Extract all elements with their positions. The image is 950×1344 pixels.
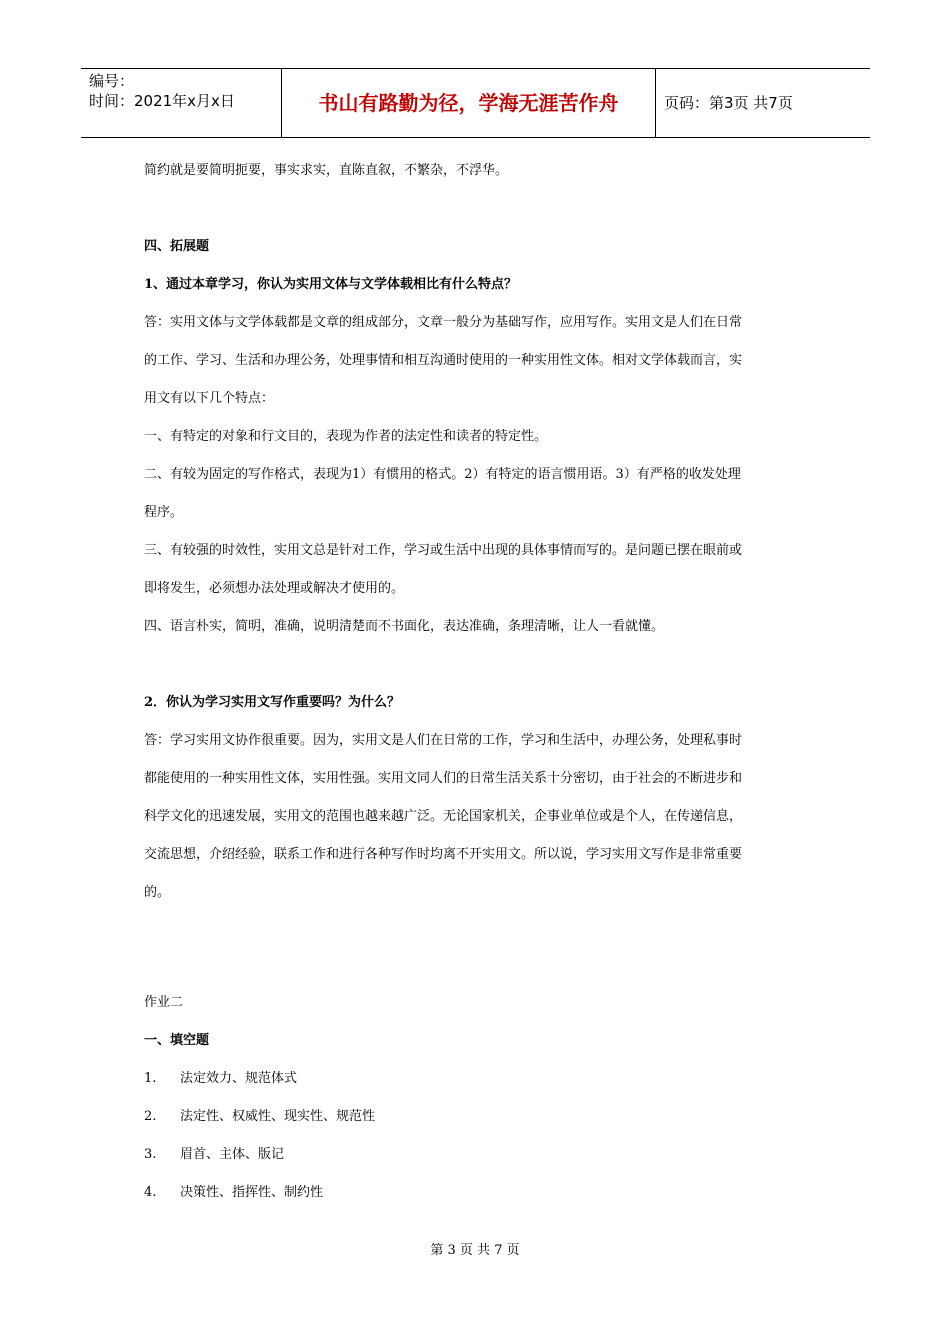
fill-item-text: 法定效力、规范体式 (180, 1071, 298, 1086)
answer-1-point: 二、有较为固定的写作格式，表现为1）有惯用的格式。2）有特定的语言惯用语。3）有严格的收发处理 (144, 467, 741, 482)
answer-2-line: 交流思想，介绍经验，联系工作和进行各种写作时均离不开实用文。所以说，学习实用文写作是非常重要 (144, 847, 743, 862)
answer-1-point: 程序。 (144, 505, 184, 520)
page-footer: 第 3 页 共 7 页 (430, 1243, 520, 1258)
page-header (81, 68, 870, 138)
question-1: 1、通过本章学习，你认为实用文体与文学体载相比有什么特点？ (144, 277, 518, 292)
fill-item (144, 1098, 375, 1135)
question-2: 2．你认为学习实用文写作重要吗？为什么？ (144, 695, 401, 710)
answer-2-line: 科学文化的迅速发展，实用文的范围也越来越广泛。无论国家机关，企事业单位或是个人，在传递信息， (144, 809, 743, 824)
answer-1-point: 四、语言朴实，简明，准确，说明清楚而不书面化，表达准确，条理清晰，让人一看就懂。 (144, 619, 665, 634)
header-meta (81, 69, 282, 137)
answer-1-point: 三、有较强的时效性，实用文总是针对工作，学习或生活中出现的具体事情而写的。是问题已摆在眼前或 (144, 543, 743, 558)
header-motto: 书山有路勤为径，学海无涯苦作舟 (282, 69, 656, 137)
answer-2-line: 都能使用的一种实用性文体，实用性强。实用文同人们的日常生活关系十分密切，由于社会的不断进步和 (144, 771, 743, 786)
fill-blank-title: 一、填空题 (144, 1033, 210, 1048)
fill-item (144, 1060, 297, 1097)
answer-2-line: 的。 (144, 885, 171, 900)
fill-item-text: 法定性、权威性、现实性、规范性 (180, 1109, 376, 1124)
fill-item-text: 眉首、主体、版记 (180, 1147, 285, 1162)
homework-2-title: 作业二 (144, 995, 184, 1010)
answer-1-line: 用文有以下几个特点： (144, 391, 275, 406)
fill-item-number: 1. (144, 1071, 157, 1086)
fill-item-number: 2. (144, 1109, 157, 1124)
doc-number-label: 编号： (89, 72, 135, 90)
fill-item (144, 1174, 323, 1211)
doc-date-label: 时间：2021年x月x日 (89, 92, 235, 110)
fill-item-number: 4. (144, 1185, 157, 1200)
answer-1-point: 一、有特定的对象和行文目的，表现为作者的法定性和读者的特定性。 (144, 429, 548, 444)
intro-paragraph: 简约就是要简明扼要，事实求实，直陈直叙，不繁杂，不浮华。 (144, 163, 509, 178)
fill-item (144, 1136, 284, 1173)
answer-1-line: 的工作、学习、生活和办理公务，处理事情和相互沟通时使用的一种实用性文体。相对文学体载而言，实 (144, 353, 743, 368)
fill-item-text: 决策性、指挥性、制约性 (180, 1185, 324, 1200)
header-page-info: 页码：第3页 共7页 (664, 94, 793, 112)
section-title-extension: 四、拓展题 (144, 239, 210, 254)
answer-1-point: 即将发生，必须想办法处理或解决才使用的。 (144, 581, 405, 596)
answer-1-line: 答：实用文体与文学体载都是文章的组成部分，文章一般分为基础写作，应用写作。实用文是人们在日常 (144, 315, 743, 330)
answer-2-line: 答：学习实用文协作很重要。因为，实用文是人们在日常的工作，学习和生活中，办理公务，处理私事时 (144, 733, 743, 748)
fill-item-number: 3. (144, 1147, 157, 1162)
